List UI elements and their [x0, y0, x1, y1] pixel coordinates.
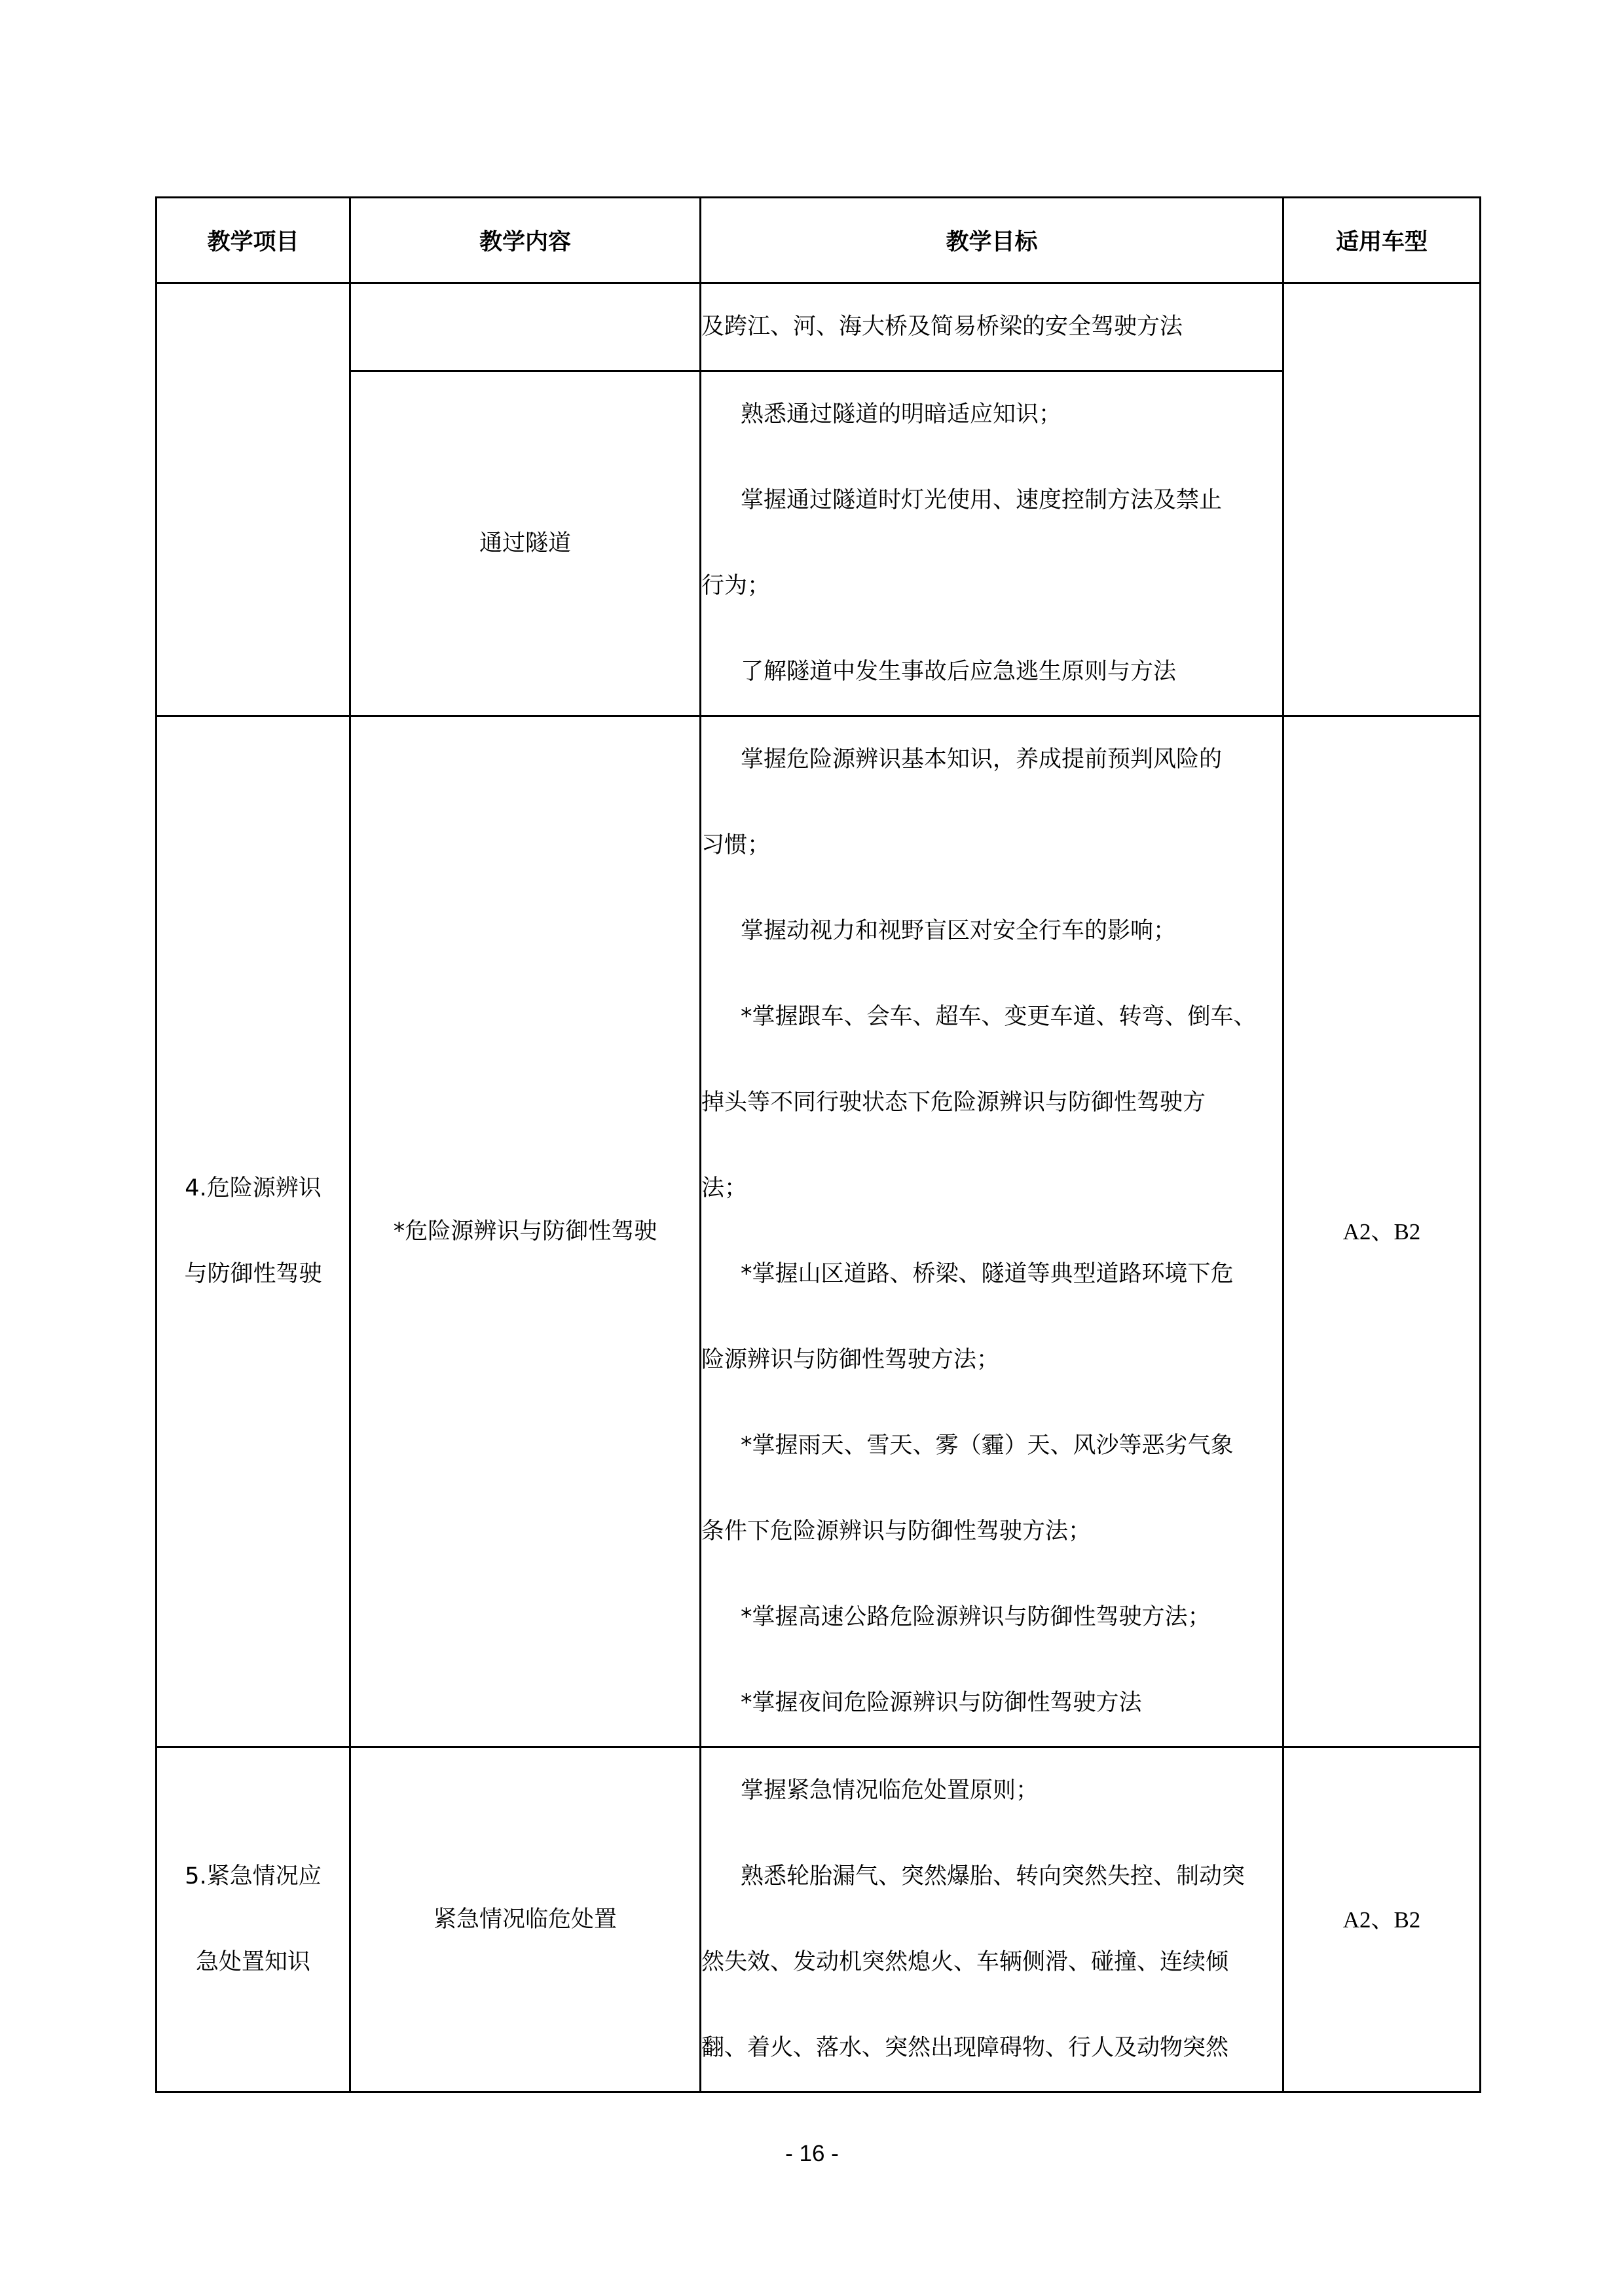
- goal-line: *掌握跟车、会车、超车、变更车道、转弯、倒车、: [741, 1004, 1257, 1030]
- goal-line: 了解隧道中发生事故后应急逃生原则与方法: [741, 659, 1177, 685]
- goal-line: 习惯；: [701, 832, 771, 858]
- table-row: [157, 1747, 1481, 2092]
- goal-line: 熟悉通过隧道的明暗适应知识；: [741, 401, 1062, 428]
- table-row: [157, 371, 1481, 716]
- header-project: 教学项目: [157, 198, 350, 283]
- goal-line: 及跨江、河、海大桥及简易桥梁的安全驾驶方法: [701, 314, 1183, 340]
- goal-line: *掌握夜间危险源辨识与防御性驾驶方法: [741, 1690, 1142, 1716]
- goal-line: 掌握通过隧道时灯光使用、速度控制方法及禁止: [741, 487, 1223, 513]
- project-cell: [157, 716, 350, 1747]
- vehicle-cell-empty: [1283, 283, 1481, 716]
- page-number: - 16 -: [785, 2141, 839, 2166]
- project-cell-empty: [157, 283, 350, 716]
- goal-cell: [701, 1747, 1283, 2092]
- project-line: 与防御性驾驶: [184, 1261, 322, 1287]
- goal-line: 翻、着火、落水、突然出现障碍物、行人及动物突然: [701, 2035, 1229, 2061]
- table-row: [157, 283, 1481, 371]
- goal-line: 法；: [701, 1175, 748, 1201]
- goal-cell: [701, 716, 1283, 1747]
- goal-line: 然失效、发动机突然熄火、车辆侧滑、碰撞、连续倾: [701, 1949, 1229, 1975]
- project-line: 急处置知识: [195, 1949, 310, 1975]
- content-cell: 紧急情况临危处置: [350, 1747, 701, 2092]
- table-row: [157, 716, 1481, 1747]
- vehicle-cell: A2、B2: [1283, 716, 1481, 1747]
- curriculum-table: [155, 196, 1481, 2093]
- goal-line: *掌握高速公路危险源辨识与防御性驾驶方法；: [741, 1604, 1211, 1630]
- content-cell: *危险源辨识与防御性驾驶: [350, 716, 701, 1747]
- goal-line: 熟悉轮胎漏气、突然爆胎、转向突然失控、制动突: [741, 1863, 1246, 1889]
- header-content: 教学内容: [350, 198, 701, 283]
- goal-cell: [701, 371, 1283, 716]
- goal-line: *掌握雨天、雪天、雾（霾）天、风沙等恶劣气象: [741, 1432, 1234, 1459]
- header-row: [157, 198, 1481, 283]
- goal-line: 掉头等不同行驶状态下危险源辨识与防御性驾驶方: [701, 1089, 1206, 1116]
- content-cell: 通过隧道: [350, 371, 701, 716]
- goal-line: 掌握危险源辨识基本知识，养成提前预判风险的: [741, 746, 1223, 773]
- header-goal: 教学目标: [701, 198, 1283, 283]
- goal-line: 掌握动视力和视野盲区对安全行车的影响；: [741, 918, 1177, 944]
- goal-line: 行为；: [701, 573, 771, 599]
- content-cell-empty: [350, 283, 701, 371]
- header-vehicle: 适用车型: [1283, 198, 1481, 283]
- goal-line: 险源辨识与防御性驾驶方法；: [701, 1347, 1000, 1373]
- goal-cell: [701, 283, 1283, 371]
- project-line: 4.危险源辨识: [185, 1175, 322, 1201]
- goal-line: *掌握山区道路、桥梁、隧道等典型道路环境下危: [741, 1261, 1234, 1287]
- goal-line: 条件下危险源辨识与防御性驾驶方法；: [701, 1518, 1092, 1544]
- goal-line: 掌握紧急情况临危处置原则；: [741, 1777, 1039, 1804]
- project-cell: [157, 1747, 350, 2092]
- project-line: 5.紧急情况应: [185, 1863, 322, 1889]
- vehicle-cell: A2、B2: [1283, 1747, 1481, 2092]
